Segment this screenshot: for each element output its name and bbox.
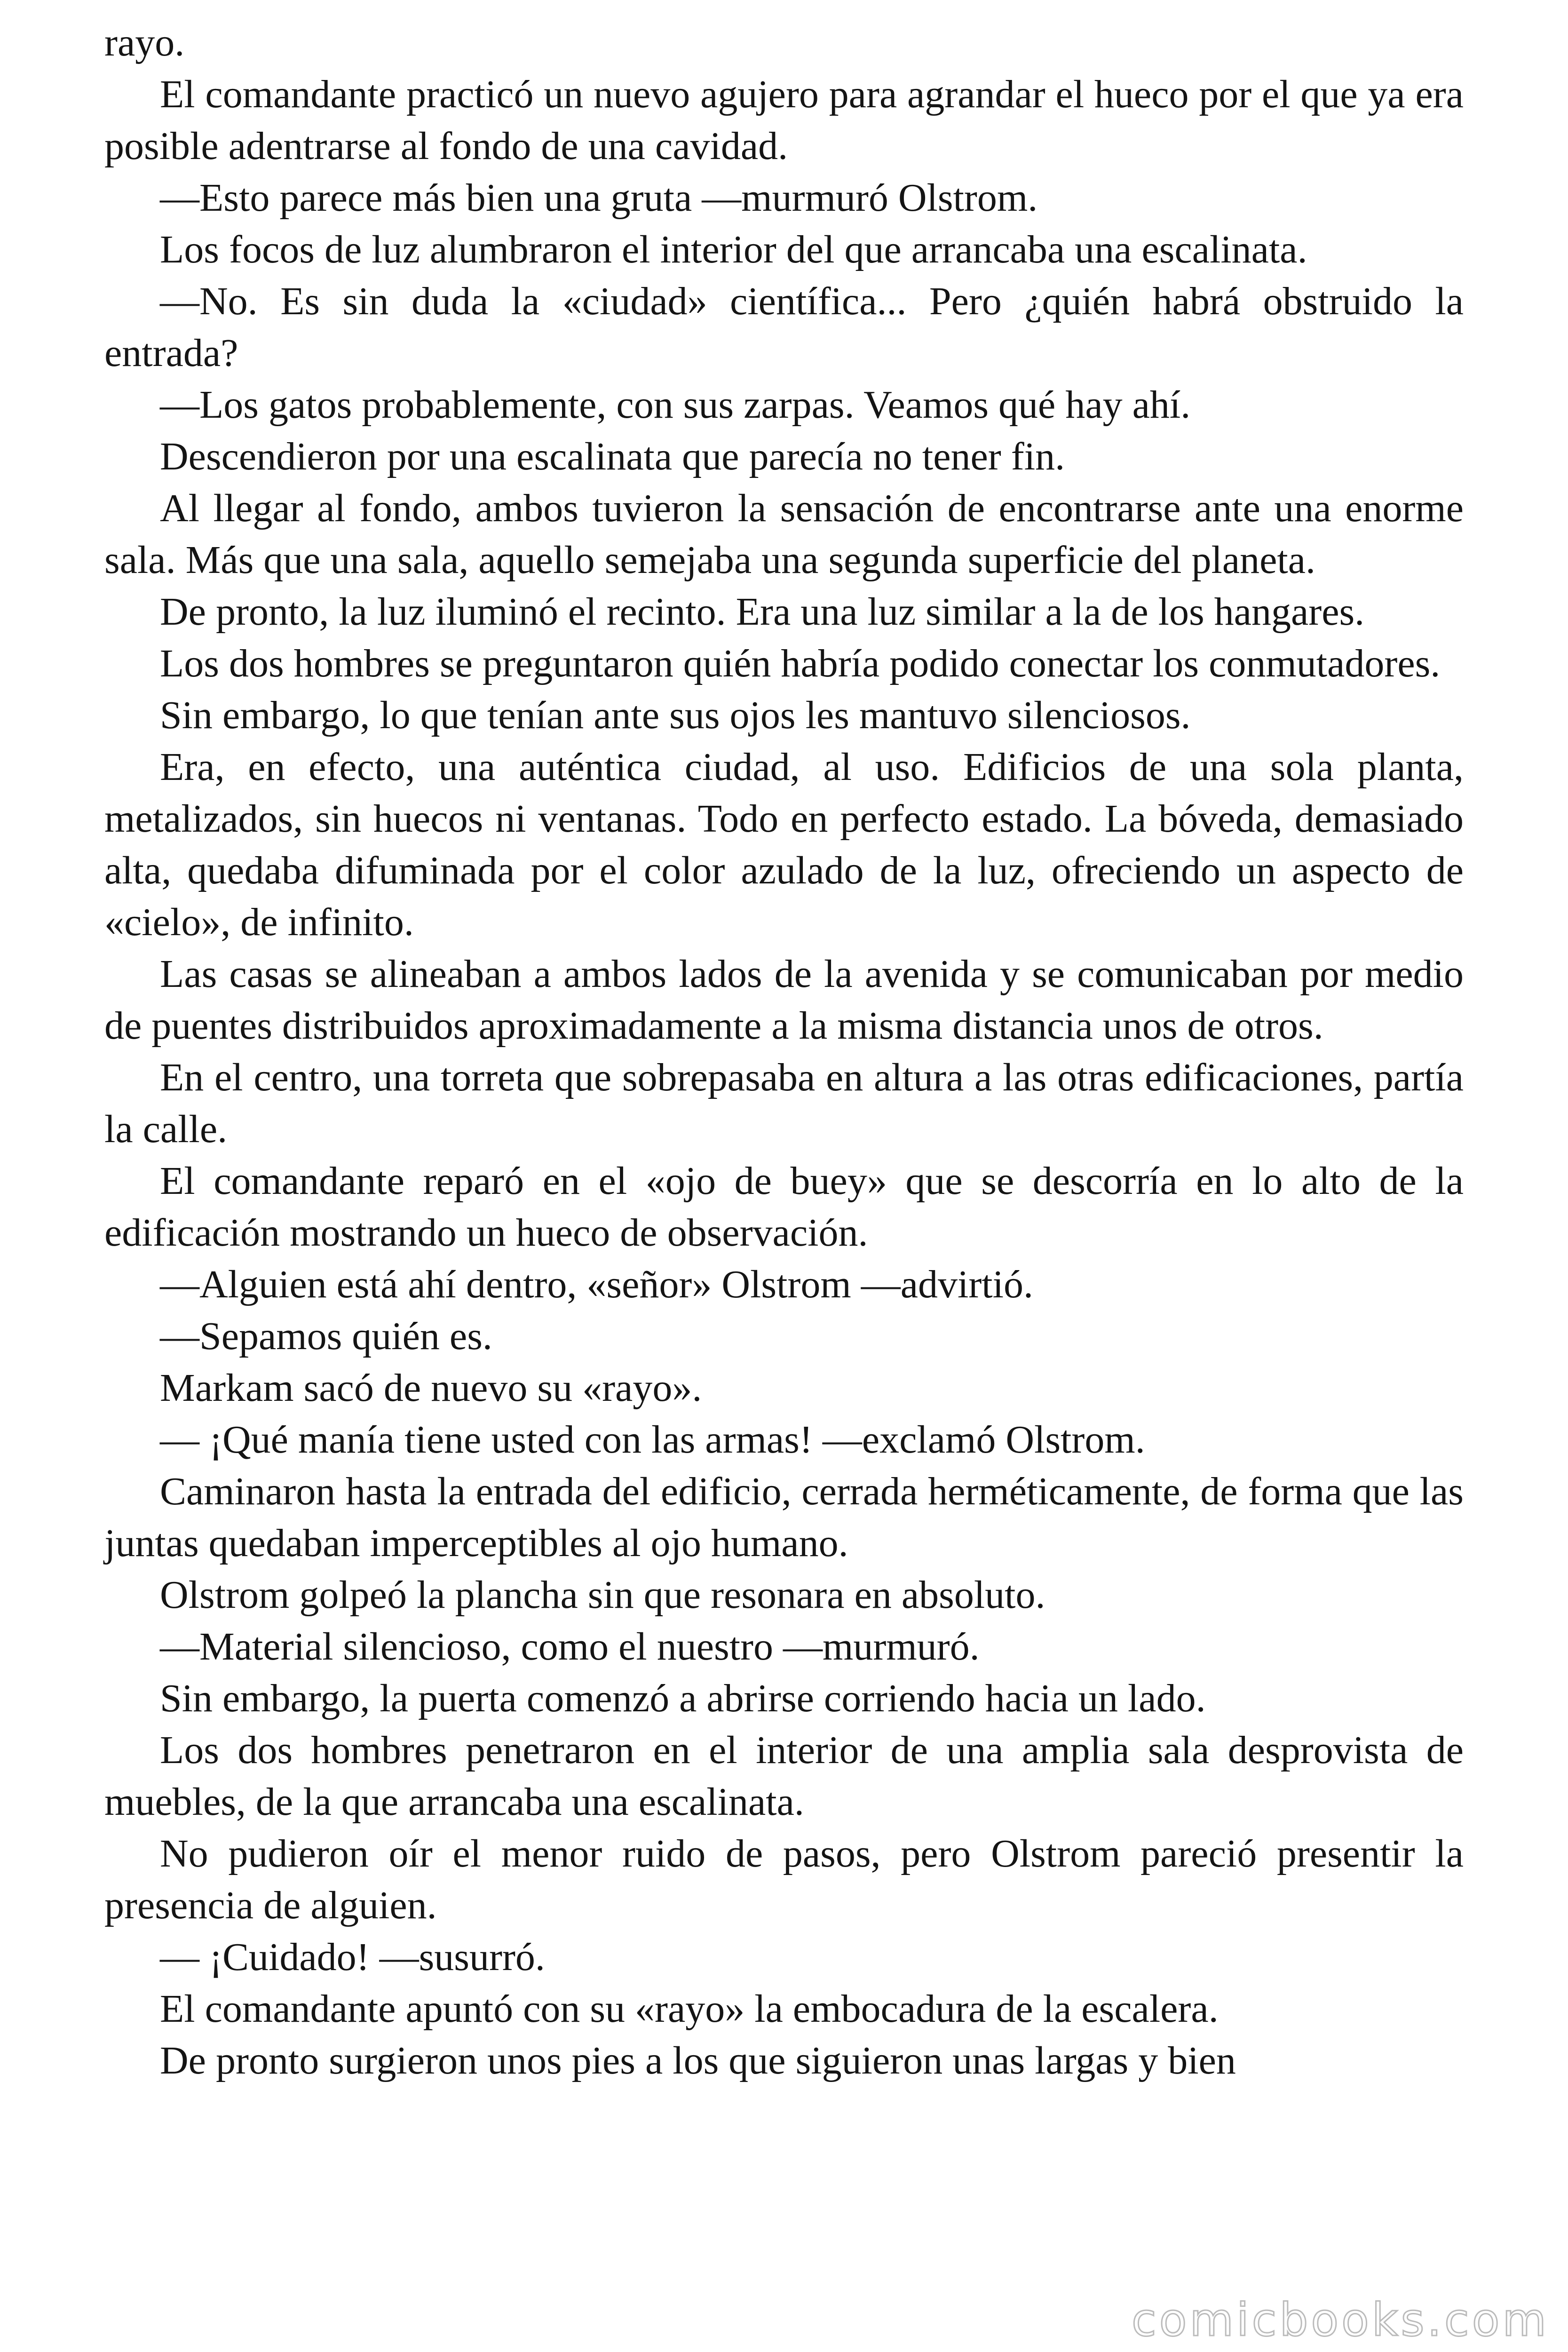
paragraph-15: El comandante reparó en el «ojo de buey» que se descorría en lo alto de la edificación mostrando un hueco de observación. — [104, 1159, 1464, 1255]
paragraph-18: Markam sacó de nuevo su «rayo». — [160, 1366, 702, 1410]
paragraph-20: Caminaron hasta la entrada del edificio, cerrada herméticamente, de forma que las juntas quedaban imperceptibles al ojo humano. — [104, 1470, 1464, 1565]
paragraph-7: Descendieron por una escalinata que parecía no tener fin. — [160, 435, 1065, 478]
watermark-logo: comicbooks.com — [1131, 2294, 1549, 2346]
paragraph-17: —Sepamos quién es. — [160, 1314, 492, 1358]
paragraph-25: No pudieron oír el menor ruido de pasos, pero Olstrom pareció presentir la presencia de alguien. — [104, 1832, 1464, 1927]
paragraph-3: —Esto parece más bien una gruta —murmuró Olstrom. — [160, 176, 1038, 220]
paragraph-1: rayo. — [104, 21, 185, 64]
paragraph-6: —Los gatos probablemente, con sus zarpas. Veamos qué hay ahí. — [160, 383, 1191, 427]
paragraph-23: Sin embargo, la puerta comenzó a abrirse corriendo hacia un lado. — [160, 1677, 1206, 1720]
paragraph-22: —Material silencioso, como el nuestro —murmuró. — [160, 1625, 980, 1669]
paragraph-8: Al llegar al fondo, ambos tuvieron la sensación de encontrarse ante una enorme sala. Más que una sala, aquello semejaba una segunda superficie del planeta. — [104, 486, 1464, 582]
paragraph-16: —Alguien está ahí dentro, «señor» Olstrom —advirtió. — [160, 1263, 1033, 1306]
paragraph-27: El comandante apuntó con su «rayo» la embocadura de la escalera. — [160, 1987, 1219, 2031]
paragraph-4: Los focos de luz alumbraron el interior del que arrancaba una escalinata. — [160, 228, 1307, 271]
paragraph-28: De pronto surgieron unos pies a los que siguieron unas largas y bien — [160, 2039, 1236, 2082]
paragraph-10: Los dos hombres se preguntaron quién habría podido conectar los conmutadores. — [160, 642, 1441, 685]
paragraph-2: El comandante practicó un nuevo agujero para agrandar el hueco por el que ya era posible adentrarse al fondo de una cavidad. — [104, 72, 1464, 168]
paragraph-24: Los dos hombres penetraron en el interior de una amplia sala desprovista de muebles, de la que arrancaba una escalinata. — [104, 1728, 1464, 1824]
paragraph-12: Era, en efecto, una auténtica ciudad, al uso. Edificios de una sola planta, metalizados, sin huecos ni ventanas. Todo en perfecto estado. La bóveda, demasiado alta, quedaba difuminada por el color azulado de la luz, ofreciendo un aspecto de «cielo», de infinito. — [104, 745, 1464, 944]
page-text — [104, 17, 1464, 2087]
paragraph-21: Olstrom golpeó la plancha sin que resonara en absoluto. — [160, 1573, 1045, 1617]
paragraph-26: — ¡Cuidado! —susurró. — [160, 1935, 545, 1979]
paragraph-19: — ¡Qué manía tiene usted con las armas! —exclamó Olstrom. — [160, 1418, 1145, 1462]
paragraph-13: Las casas se alineaban a ambos lados de la avenida y se comunicaban por medio de puentes distribuidos aproximadamente a la misma distancia unos de otros. — [104, 952, 1464, 1048]
paragraph-5: —No. Es sin duda la «ciudad» científica... Pero ¿quién habrá obstruido la entrada? — [104, 279, 1464, 375]
paragraph-11: Sin embargo, lo que tenían ante sus ojos les mantuvo silenciosos. — [160, 693, 1191, 737]
paragraph-9: De pronto, la luz iluminó el recinto. Era una luz similar a la de los hangares. — [160, 590, 1365, 634]
paragraph-14: En el centro, una torreta que sobrepasaba en altura a las otras edificaciones, partía la calle. — [104, 1056, 1464, 1151]
